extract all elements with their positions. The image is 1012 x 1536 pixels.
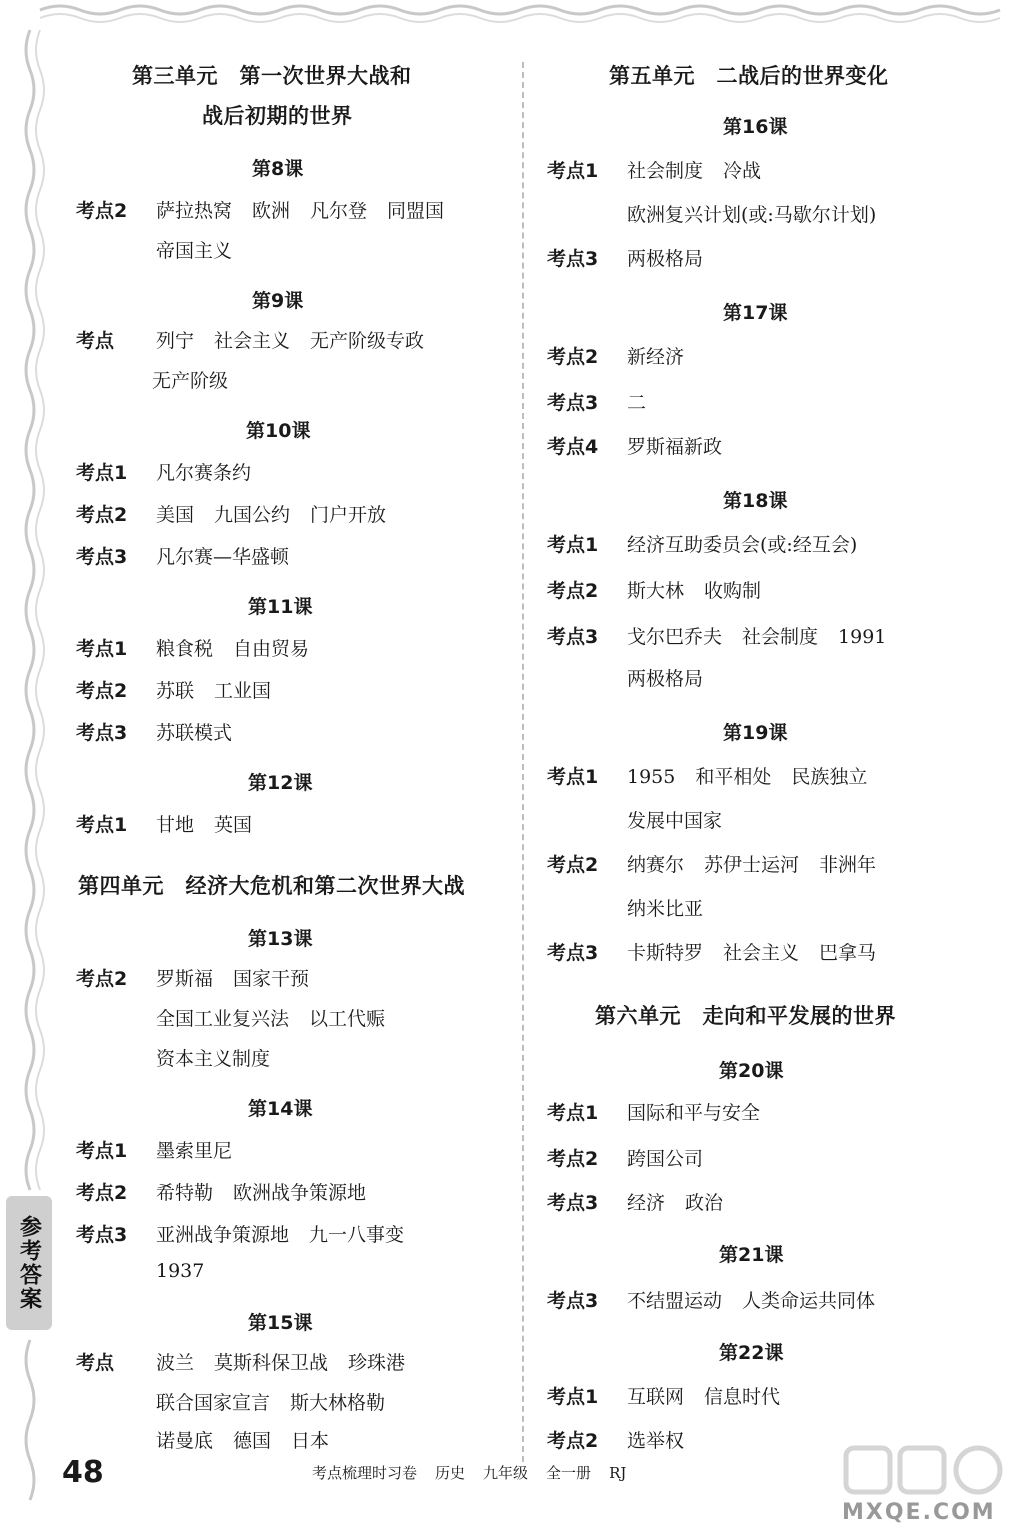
lesson-18-title: 第18课 — [723, 490, 788, 512]
footer-book-info: 考点梳理时习卷 历史 九年级 全一册 RJ — [312, 1464, 627, 1482]
lesson-22-title: 第22课 — [719, 1342, 784, 1364]
watermark-text: MXQE.COM — [842, 1500, 996, 1525]
lesson-20-title: 第20课 — [719, 1060, 784, 1082]
lesson-19-title: 第19课 — [723, 722, 788, 744]
column-divider — [522, 62, 524, 1462]
page-number: 48 — [62, 1455, 104, 1490]
lesson-11-title: 第11课 — [248, 596, 313, 618]
lesson-8-title: 第8课 — [252, 158, 304, 180]
lesson-13-title: 第13课 — [248, 928, 313, 950]
unit4-title: 第四单元 经济大危机和第二次世界大战 — [78, 874, 465, 898]
unit3-title-line1: 第三单元 第一次世界大战和 — [132, 64, 412, 88]
lesson-12-title: 第12课 — [248, 772, 313, 794]
answer-key-label: 参考答案 — [16, 1215, 42, 1311]
lesson-16-title: 第16课 — [723, 116, 788, 138]
unit3-title-line2: 战后初期的世界 — [202, 104, 353, 128]
lesson-14-title: 第14课 — [248, 1098, 313, 1120]
lesson-10-title: 第10课 — [246, 420, 311, 442]
lesson-21-title: 第21课 — [719, 1244, 784, 1266]
lesson-9-title: 第9课 — [252, 290, 304, 312]
unit6-title: 第六单元 走向和平发展的世界 — [595, 1004, 896, 1028]
lesson-15-title: 第15课 — [248, 1312, 313, 1334]
lesson-17-title: 第17课 — [723, 302, 788, 324]
answer-key-side-tab — [6, 1196, 52, 1330]
unit5-title: 第五单元 二战后的世界变化 — [609, 64, 889, 88]
